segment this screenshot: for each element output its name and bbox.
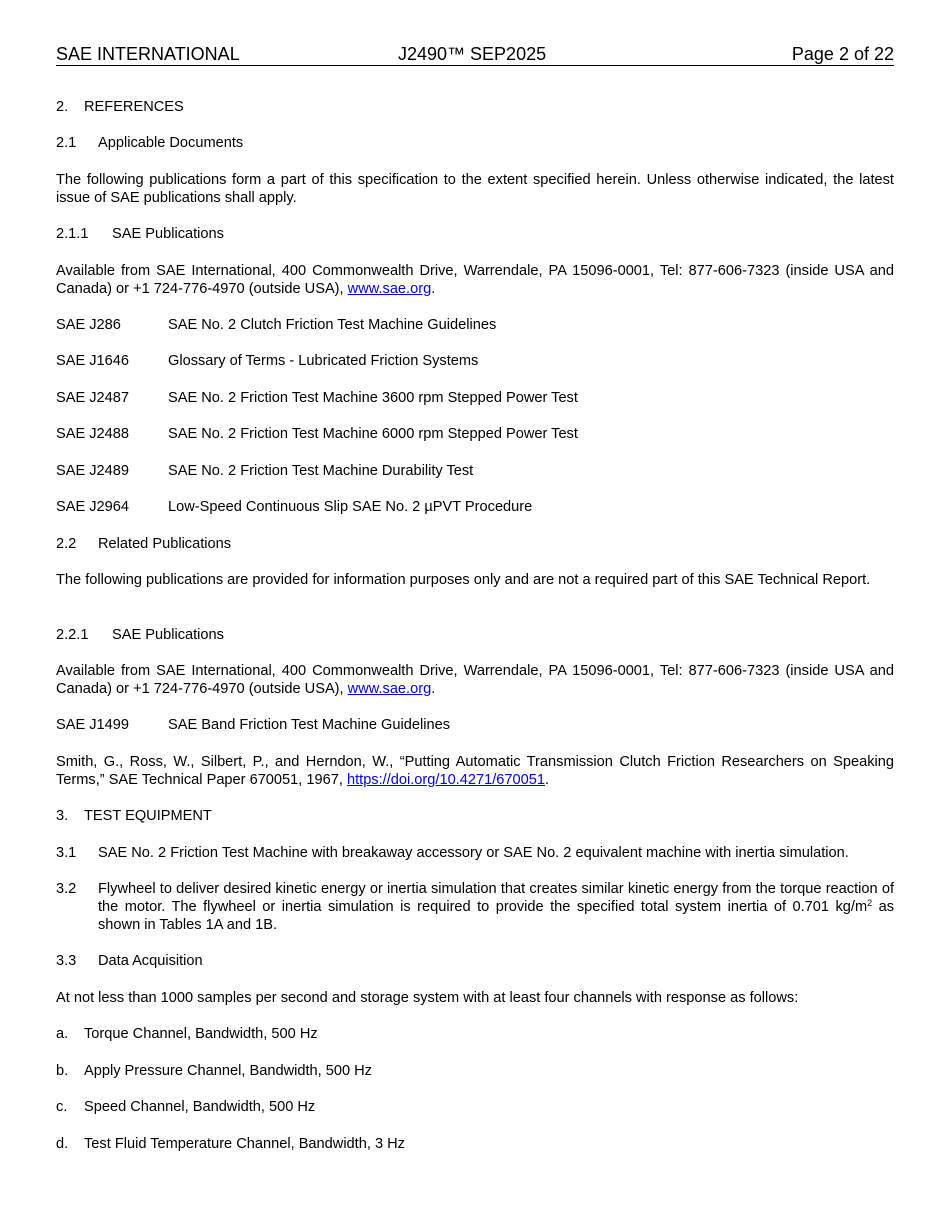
section-number: 2.2 <box>56 536 77 552</box>
availability-text: Available from SAE International, 400 Commonwealth Drive, Warrendale, PA 15096-0001, Tel: 877-606-7323 (inside USA and Canada) or +1 724-776-4970 (outside USA), <box>56 663 894 697</box>
channel-list-item <box>56 1135 894 1153</box>
document-page <box>56 44 895 1152</box>
punctuation: . <box>544 772 550 788</box>
item-text-main: Flywheel to deliver desired kinetic energy or inertia simulation that creates similar kinetic energy from the torque reaction of the motor. The flywheel or inertia simulation is required to provide the specified total system inertia of 0.701 kg/m <box>98 881 894 915</box>
section-number: 2. <box>56 99 69 115</box>
list-letter: b. <box>56 1063 69 1079</box>
list-letter: c. <box>56 1099 68 1115</box>
header-doc-id: J2490™ SEP2025 <box>398 44 547 64</box>
reference-title: Low-Speed Continuous Slip SAE No. 2 µPVT Procedure <box>168 499 533 515</box>
reference-title: SAE No. 2 Friction Test Machine 6000 rpm Stepped Power Test <box>168 426 578 442</box>
section-3-1-item <box>56 844 894 864</box>
reference-code: SAE J2488 <box>56 426 130 442</box>
smith-citation <box>56 753 894 789</box>
section-2-heading <box>56 98 894 116</box>
reference-code: SAE J2489 <box>56 463 130 479</box>
punctuation: . <box>431 681 436 697</box>
item-text <box>98 880 894 934</box>
channel-list-item <box>56 1062 894 1080</box>
reference-row <box>56 316 894 336</box>
section-title: SAE Publications <box>112 627 224 643</box>
section-title: SAE Publications <box>112 226 224 242</box>
section-2-1-heading <box>56 134 894 152</box>
reference-title: SAE No. 2 Friction Test Machine 3600 rpm Stepped Power Test <box>168 390 578 406</box>
list-text: Test Fluid Temperature Channel, Bandwidth, 3 Hz <box>84 1136 405 1152</box>
header-org: SAE INTERNATIONAL <box>56 44 240 64</box>
reference-row <box>56 389 894 409</box>
reference-row <box>56 425 894 445</box>
section-2-1-paragraph: The following publications form a part of this specification to the extent specified herein. Unless otherwise indicated, the latest issue of SAE publications shall apply. <box>56 172 894 206</box>
reference-title: SAE Band Friction Test Machine Guidelines <box>168 717 451 733</box>
page-header <box>56 44 894 66</box>
reference-title: SAE No. 2 Friction Test Machine Durability Test <box>168 463 474 479</box>
section-number: 3.1 <box>56 845 77 861</box>
list-letter: d. <box>56 1136 69 1152</box>
section-2-2-heading <box>56 535 894 553</box>
channel-list-item <box>56 1025 894 1043</box>
doi-link[interactable]: https://doi.org/10.4271/670051 <box>346 772 545 788</box>
section-title: REFERENCES <box>84 99 184 115</box>
item-text: SAE No. 2 Friction Test Machine with breakaway accessory or SAE No. 2 equivalent machine with inertia simulation. <box>98 845 849 861</box>
section-number: 2.1.1 <box>56 226 89 242</box>
section-title: TEST EQUIPMENT <box>84 808 212 824</box>
superscript: 2 <box>867 898 873 908</box>
sae-website-link[interactable]: www.sae.org <box>347 281 432 297</box>
reference-code: SAE J286 <box>56 317 121 333</box>
section-3-3-heading <box>56 952 894 970</box>
section-title: Applicable Documents <box>98 135 244 151</box>
reference-row <box>56 716 894 736</box>
reference-code: SAE J1499 <box>56 717 130 733</box>
section-number: 3. <box>56 808 69 824</box>
list-letter: a. <box>56 1026 69 1042</box>
sae-website-link[interactable]: www.sae.org <box>347 681 432 697</box>
section-3-2-item <box>56 880 894 940</box>
item-text-end: as shown in Tables 1A and 1B. <box>98 899 895 933</box>
section-2-2-1-heading <box>56 626 894 644</box>
punctuation: . <box>431 281 436 297</box>
reference-title: Glossary of Terms - Lubricated Friction Systems <box>168 353 479 369</box>
section-title: Related Publications <box>98 536 232 552</box>
reference-code: SAE J2487 <box>56 390 130 406</box>
header-page-number: Page 2 of 22 <box>791 44 894 64</box>
section-2-1-1-heading <box>56 225 894 243</box>
section-3-3-paragraph: At not less than 1000 samples per second and storage system with at least four channels with response as follows: <box>56 990 799 1006</box>
list-text: Apply Pressure Channel, Bandwidth, 500 Hz <box>84 1063 372 1079</box>
section-number: 3.3 <box>56 953 77 969</box>
reference-code: SAE J1646 <box>56 353 130 369</box>
section-2-1-1-availability <box>56 262 894 298</box>
citation-text: Smith, G., Ross, W., Silbert, P., and Herndon, W., “Putting Automatic Transmission Clutch Friction Researchers on Speaking Terms,” SAE Technical Paper 670051, 1967, <box>56 754 894 788</box>
section-2-2-1-availability <box>56 662 894 698</box>
list-text: Speed Channel, Bandwidth, 500 Hz <box>84 1099 316 1115</box>
section-2-2-paragraph: The following publications are provided for information purposes only and are not a required part of this SAE Technical Report. <box>56 572 871 588</box>
section-3-heading <box>56 807 894 825</box>
reference-row <box>56 352 894 372</box>
reference-row <box>56 462 894 482</box>
availability-text: Available from SAE International, 400 Commonwealth Drive, Warrendale, PA 15096-0001, Tel: 877-606-7323 (inside USA and Canada) or +1 724-776-4970 (outside USA), <box>56 263 894 297</box>
section-title: Data Acquisition <box>98 953 203 969</box>
channel-list-item <box>56 1098 894 1116</box>
reference-code: SAE J2964 <box>56 499 130 515</box>
section-number: 3.2 <box>56 881 77 897</box>
list-text: Torque Channel, Bandwidth, 500 Hz <box>84 1026 318 1042</box>
reference-row <box>56 498 894 518</box>
reference-title: SAE No. 2 Clutch Friction Test Machine Guidelines <box>168 317 497 333</box>
section-number: 2.2.1 <box>56 627 89 643</box>
section-number: 2.1 <box>56 135 77 151</box>
